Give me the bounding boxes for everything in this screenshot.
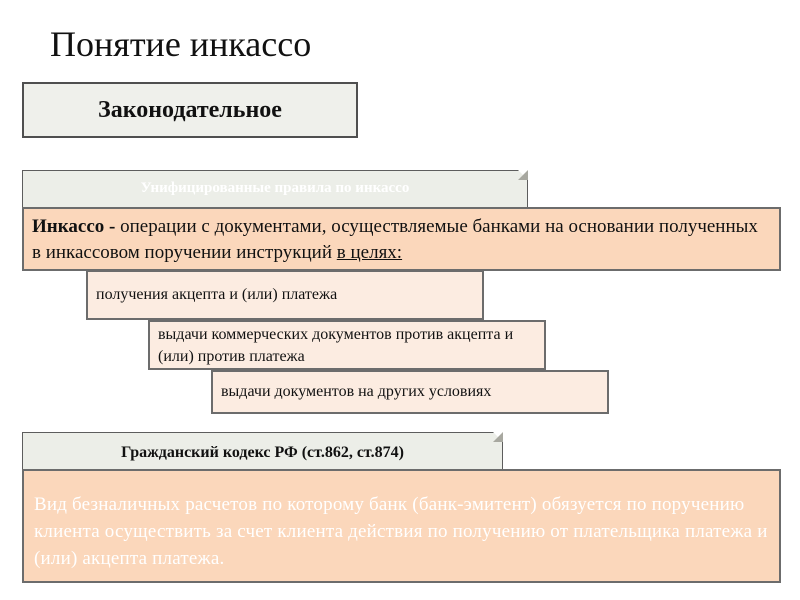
- civil-code-tab-fold: [493, 432, 503, 442]
- definition-box: [22, 207, 781, 271]
- purpose-item: [86, 270, 484, 320]
- civil-code-label: Гражданский кодекс РФ (ст.862, ст.874): [121, 444, 404, 461]
- definition-purpose-link: в целях:: [336, 242, 403, 263]
- purpose-item-text: получения акцепта и (или) платежа: [96, 286, 338, 303]
- definition-term: Инкассо -: [32, 216, 116, 237]
- purpose-item: [148, 320, 546, 370]
- purpose-item: [211, 370, 609, 414]
- definition-body: операции с документами, осуществляемые банками на основании полученных в инкассовом поручении инструкций: [32, 216, 758, 263]
- legislative-label: Законодательное: [98, 96, 282, 123]
- page-title: Понятие инкассо: [50, 24, 312, 64]
- purpose-item-text: выдачи коммерческих документов против акцепта и (или) против платежа: [158, 326, 514, 365]
- civil-code-definition-box: [22, 469, 781, 583]
- uniform-rules-label: Унифицированные правила по инкассо: [140, 180, 410, 196]
- civil-code-definition: Вид безналичных расчетов по которому банк (банк-эмитент) обязуется по поручению клиента осуществить за счет клиента действия по получению от плательщика платежа и (или) акцепта платежа.: [34, 494, 768, 569]
- legislative-box: [22, 82, 358, 138]
- purpose-item-text: выдачи документов на других условиях: [221, 383, 492, 400]
